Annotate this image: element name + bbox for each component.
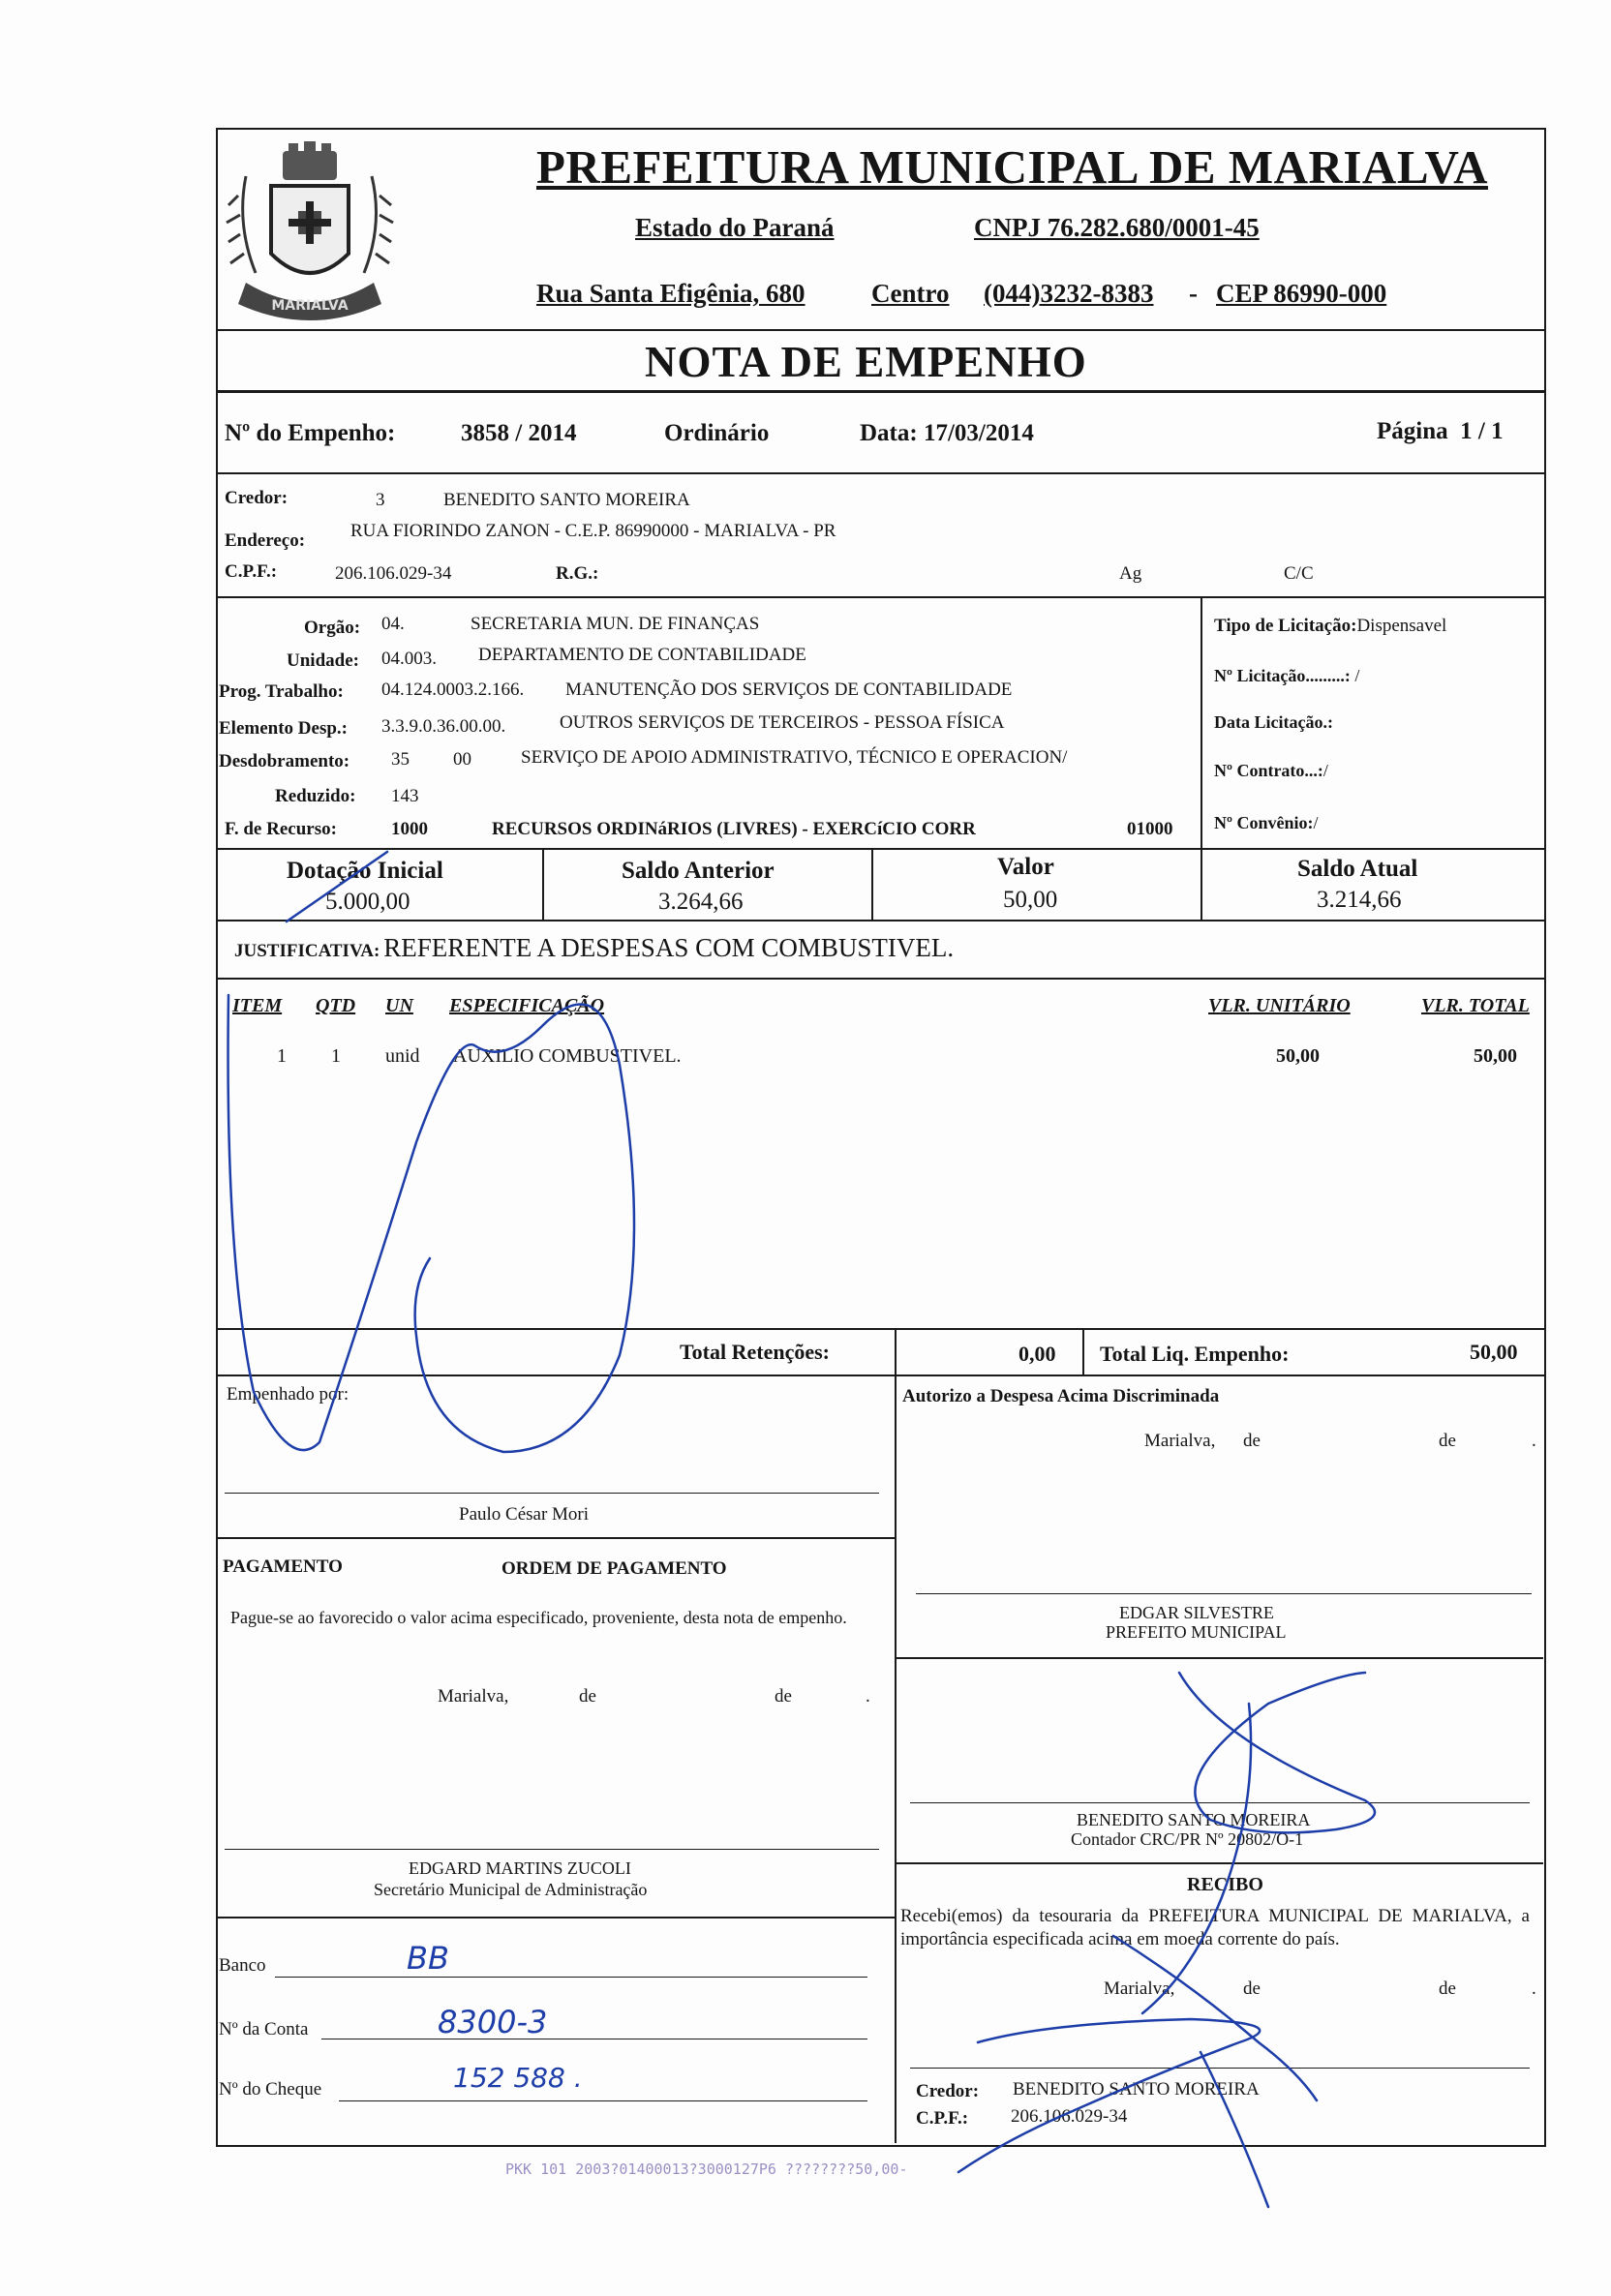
prefeito-cargo: PREFEITO MUNICIPAL <box>1106 1622 1287 1642</box>
justificativa-text: REFERENTE A DESPESAS COM COMBUSTIVEL. <box>383 933 955 962</box>
pagamento-dot: . <box>866 1686 870 1707</box>
credor-code: 3 <box>376 490 385 510</box>
elemento-label: Elemento Desp.: <box>219 718 348 739</box>
banco-value: BB <box>407 1940 449 1977</box>
col-header-especificacao: ESPECIFICAÇÃO <box>449 995 605 1016</box>
valor-label: Valor <box>997 854 1054 880</box>
header-phone: (044)3232-8383 <box>984 279 1154 308</box>
cheque-value: 152 588 . <box>453 2062 583 2094</box>
col-header-qtd: QTD <box>316 995 356 1016</box>
header-cep: CEP 86990-000 <box>1216 279 1387 308</box>
cc-label: C/C <box>1284 563 1314 584</box>
unidade-desc: DEPARTAMENTO DE CONTABILIDADE <box>478 645 806 665</box>
reduzido-code: 143 <box>391 786 419 806</box>
saldo-anterior-value: 3.264,66 <box>658 889 744 915</box>
logo-ribbon-text: MARIALVA <box>271 298 349 314</box>
recibo-local: Marialva, <box>1104 1979 1175 1999</box>
valor-value: 50,00 <box>1003 887 1058 913</box>
pagamento-texto: Pague-se ao favorecido o valor acima especificado, proveniente, desta nota de empenho. <box>230 1608 847 1627</box>
header-street: Rua Santa Efigênia, 680 <box>536 279 806 308</box>
autorizo-de2: de <box>1439 1431 1456 1451</box>
endereco-label: Endereço: <box>225 530 306 551</box>
row-qtd: 1 <box>331 1045 341 1067</box>
desdobramento-label: Desdobramento: <box>219 751 350 771</box>
dotacao-inicial-value: 5.000,00 <box>325 889 410 915</box>
conta-label: Nº da Conta <box>219 2019 309 2039</box>
recibo-de1: de <box>1243 1979 1261 1999</box>
justificativa-label: JUSTIFICATIVA: <box>234 941 380 961</box>
row-item: 1 <box>277 1045 287 1067</box>
pagamento-de2: de <box>775 1686 792 1707</box>
desdobramento-desc: SERVIÇO DE APOIO ADMINISTRATIVO, TÉCNICO E OPERACION/ <box>521 747 1068 768</box>
elemento-desc: OUTROS SERVIÇOS DE TERCEIROS - PESSOA FÍSICA <box>560 712 1005 733</box>
ordem-pagamento-label: ORDEM DE PAGAMENTO <box>502 1558 727 1579</box>
autorizo-label: Autorizo a Despesa Acima Discriminada <box>902 1386 1220 1406</box>
banco-label: Banco <box>219 1955 266 1976</box>
convenio-label: Nº Convênio: <box>1214 813 1314 832</box>
contador-cargo: Contador CRC/PR Nº 20802/O-1 <box>1071 1829 1304 1849</box>
secretario-cargo: Secretário Municipal de Administração <box>374 1880 648 1899</box>
signature-recibo <box>958 2019 1268 2207</box>
col-header-vlr-unitario: VLR. UNITÁRIO <box>1208 995 1351 1016</box>
credor-cpf: 206.106.029-34 <box>335 563 452 584</box>
fonte-recurso-desc: RECURSOS ORDINáRIOS (LIVRES) - EXERCíCIO CORR <box>492 819 976 839</box>
page-title: PREFEITURA MUNICIPAL DE MARIALVA <box>536 140 1488 194</box>
recibo-de2: de <box>1439 1979 1456 1999</box>
signature-contador <box>1113 1673 1375 2100</box>
recibo-texto: Recebi(emos) da tesouraria da PREFEITURA MUNICIPAL DE MARIALVA, a importância especificada acima em moeda corrente do país. <box>900 1906 1530 1949</box>
saldo-atual-label: Saldo Atual <box>1297 856 1418 882</box>
recibo-cpf-label: C.P.F.: <box>916 2108 969 2129</box>
convenio-value: / <box>1313 813 1319 832</box>
recibo-credor-label: Credor: <box>916 2081 980 2101</box>
total-liq-empenho-label: Total Liq. Empenho: <box>1100 1342 1290 1366</box>
autorizo-de1: de <box>1243 1431 1261 1451</box>
col-header-item: ITEM <box>232 995 283 1016</box>
autorizo-dot: . <box>1532 1431 1536 1451</box>
header-state: Estado do Paraná <box>635 213 835 242</box>
credor-address: RUA FIORINDO ZANON - C.E.P. 86990000 - MARIALVA - PR <box>350 521 836 541</box>
ag-label: Ag <box>1119 563 1142 584</box>
orgao-code: 04. <box>381 614 405 634</box>
licitacao-numero-value: / <box>1354 666 1360 685</box>
pagamento-de1: de <box>579 1686 596 1707</box>
row-vlr-total: 50,00 <box>1474 1045 1517 1067</box>
autorizo-local: Marialva, <box>1144 1431 1216 1451</box>
total-retencoes-label: Total Retenções: <box>680 1340 830 1364</box>
recibo-credor: BENEDITO SANTO MOREIRA <box>1013 2079 1260 2100</box>
header-cnpj: CNPJ 76.282.680/0001-45 <box>974 213 1260 242</box>
empenhado-por-label: Empenhado por: <box>227 1384 350 1405</box>
signature-empenhado <box>228 995 634 1452</box>
signature-dotacao <box>287 852 387 921</box>
empenho-number-label: Nº do Empenho: <box>225 420 396 446</box>
saldo-atual-value: 3.214,66 <box>1317 887 1402 913</box>
empenhado-por-nome: Paulo César Mori <box>459 1504 590 1525</box>
total-retencoes-value: 0,00 <box>1018 1342 1056 1366</box>
total-liq-empenho-value: 50,00 <box>1470 1340 1518 1364</box>
licitacao-tipo-label: Tipo de Licitação: <box>1214 616 1357 636</box>
fonte-recurso-code: 1000 <box>391 819 428 839</box>
pagamento-local: Marialva, <box>438 1686 509 1707</box>
recibo-cpf: 206.106.029-34 <box>1011 2106 1128 2127</box>
contrato-value: / <box>1322 761 1328 780</box>
prog-trabalho-label: Prog. Trabalho: <box>219 681 344 702</box>
contrato-label: Nº Contrato...: <box>1214 761 1323 780</box>
header-separator: - <box>1189 279 1198 308</box>
unidade-label: Unidade: <box>287 650 359 671</box>
conta-value: 8300-3 <box>438 2004 548 2040</box>
prefeito-nome: EDGAR SILVESTRE <box>1119 1603 1274 1622</box>
elemento-code: 3.3.9.0.36.00.00. <box>381 716 506 737</box>
header-district: Centro <box>871 279 950 308</box>
credor-label: Credor: <box>225 488 289 508</box>
prog-trabalho-code: 04.124.0003.2.166. <box>381 680 525 700</box>
fonte-recurso-code2: 01000 <box>1127 819 1173 839</box>
cheque-label: Nº do Cheque <box>219 2079 322 2100</box>
empenho-date: Data: 17/03/2014 <box>860 420 1034 446</box>
pagamento-label: PAGAMENTO <box>223 1556 343 1577</box>
col-header-un: UN <box>385 995 413 1016</box>
contador-nome: BENEDITO SANTO MOREIRA <box>1077 1810 1311 1829</box>
col-header-vlr-total: VLR. TOTAL <box>1421 995 1530 1016</box>
cpf-label: C.P.F.: <box>225 561 278 582</box>
row-especificacao: AUXILIO COMBUSTIVEL. <box>453 1045 682 1067</box>
desdobramento-code: 35 <box>391 749 410 770</box>
fonte-recurso-label: F. de Recurso: <box>225 819 337 839</box>
orgao-desc: SECRETARIA MUN. DE FINANÇAS <box>471 614 760 634</box>
empenho-number: 3858 / 2014 <box>461 420 577 446</box>
desdobramento-code2: 00 <box>453 749 471 770</box>
page-number: Página 1 / 1 <box>1377 418 1504 444</box>
row-vlr-unitario: 50,00 <box>1276 1045 1320 1067</box>
credor-name: BENEDITO SANTO MOREIRA <box>443 490 690 510</box>
row-un: unid <box>385 1045 420 1067</box>
saldo-anterior-label: Saldo Anterior <box>622 858 775 884</box>
licitacao-data-label: Data Licitação.: <box>1214 712 1333 732</box>
rg-label: R.G.: <box>556 563 599 584</box>
empenho-type: Ordinário <box>664 420 770 446</box>
secretario-nome: EDGARD MARTINS ZUCOLI <box>409 1858 631 1878</box>
licitacao-numero-label: Nº Licitação.........: <box>1214 666 1351 685</box>
unidade-code: 04.003. <box>381 649 437 669</box>
orgao-label: Orgão: <box>304 618 361 638</box>
prog-trabalho-desc: MANUTENÇÃO DOS SERVIÇOS DE CONTABILIDADE <box>565 680 1013 700</box>
recibo-dot: . <box>1532 1979 1536 1999</box>
reduzido-label: Reduzido: <box>275 786 356 806</box>
recibo-title: RECIBO <box>1187 1874 1263 1895</box>
licitacao-tipo-value: Dispensavel <box>1356 616 1447 636</box>
dotacao-inicial-label: Dotação Inicial <box>287 858 443 884</box>
document-type-title: NOTA DE EMPENHO <box>645 338 1087 386</box>
micr-line: PKK 101 2003?01400013?3000127P6 ????????50,00- <box>505 2160 908 2178</box>
